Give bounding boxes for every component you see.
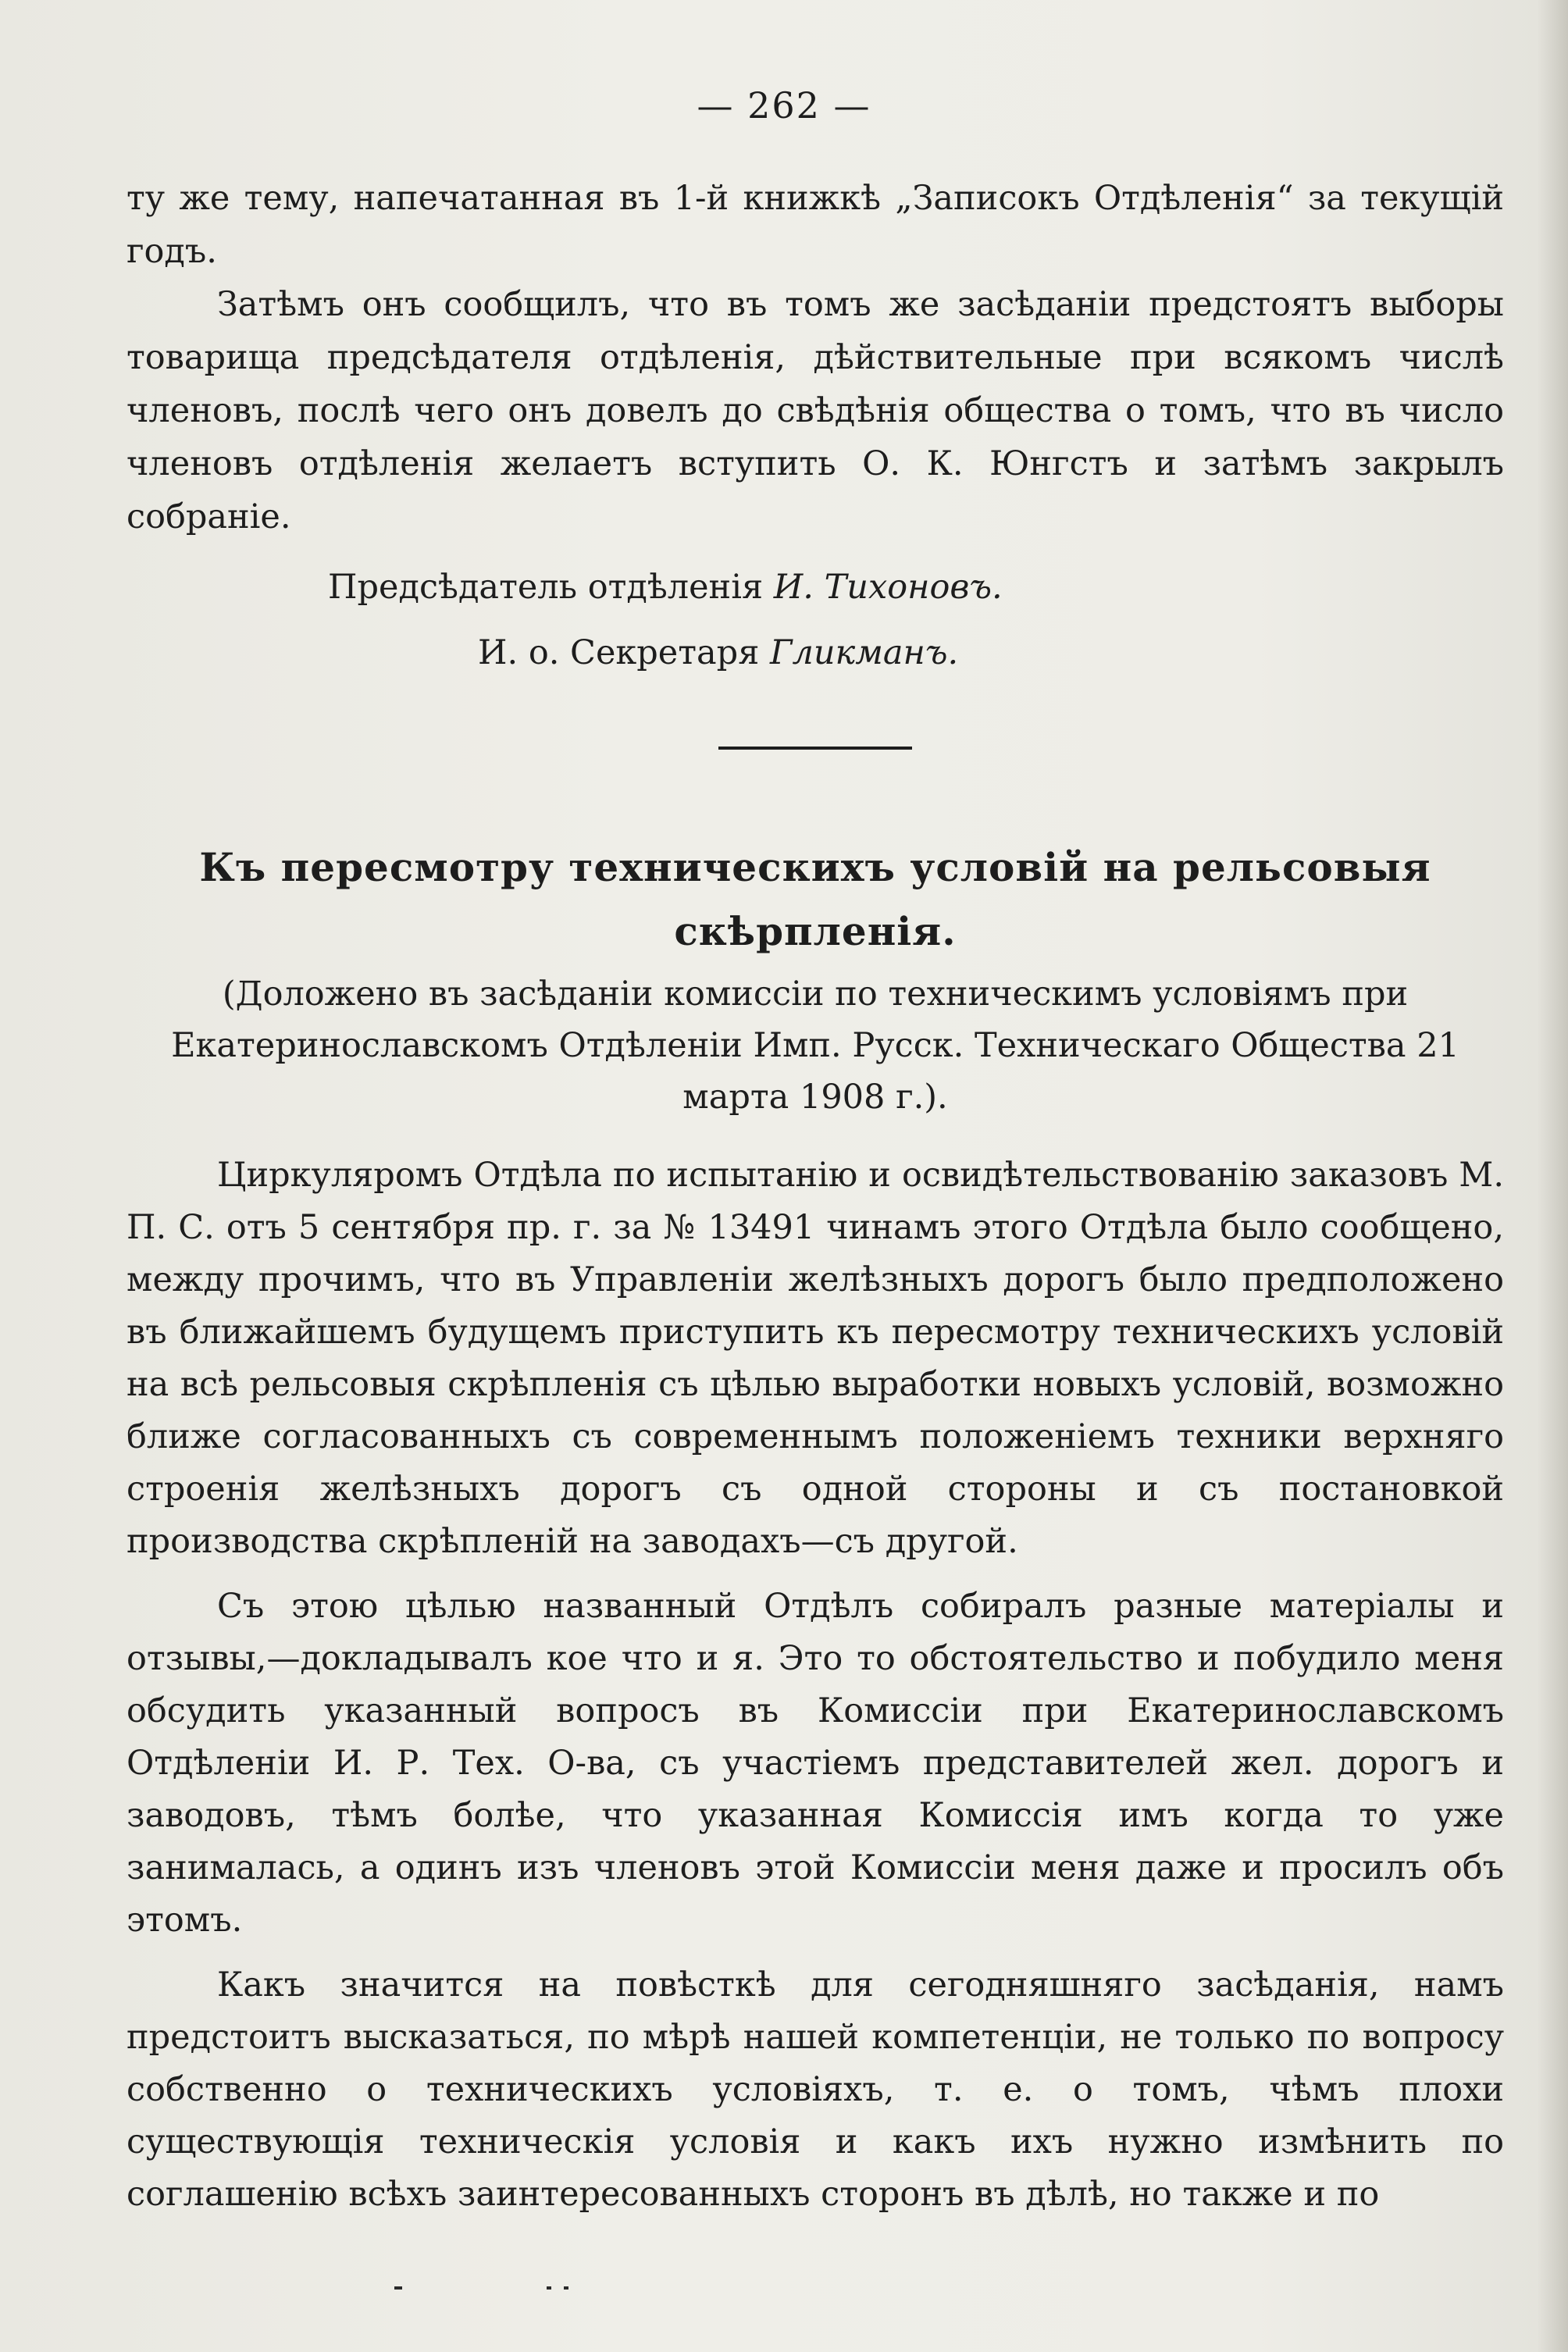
bottom-scan-marks — [0, 2265, 1568, 2311]
chair-signature — [127, 561, 1504, 614]
intro-paragraph-1: ту же тему, напечатанная въ 1-й книжкѣ „Записокъ Отдѣленія“ за текущій годъ. — [127, 179, 1504, 271]
scan-mark — [547, 2286, 551, 2290]
intro-paragraph-2: Затѣмъ онъ сообщилъ, что въ томъ же засѣданіи предстоятъ выборы товарища предсѣдателя отдѣленія, дѣйствительные при всякомъ числѣ членовъ, послѣ чего онъ довелъ до свѣдѣнія общества о томъ, что въ число членовъ отдѣленія желаетъ вступить О. К. Юнгстъ и затѣмъ закрылъ собраніе. — [127, 285, 1504, 536]
body-paragraph-1: Циркуляромъ Отдѣла по испытанію и освидѣтельствованію заказовъ М. П. С. отъ 5 сентября пр. г. за № 13491 чинамъ этого Отдѣла было сообщено, между прочимъ, что въ Управленіи желѣзныхъ дорогъ было предположено въ ближайшемъ будущемъ приступить къ пересмотру техническихъ условій на всѣ рельсовыя скрѣпленія съ цѣлью выработки новыхъ условій, возможно ближе согласованныхъ съ современнымъ положеніемъ техники верхняго строенія желѣзныхъ дорогъ съ одной стороны и съ постановкой производства скрѣпленій на заводахъ—съ другой. — [127, 1156, 1504, 1561]
page-content — [127, 172, 1504, 2221]
secretary-title: И. о. Секретаря — [478, 633, 760, 672]
chair-title: Предсѣдатель отдѣленія — [328, 568, 764, 607]
body-paragraph-3: Какъ значится на повѣсткѣ для сегодняшняго засѣданія, намъ предстоитъ высказаться, по мѣрѣ нашей компетенціи, не только по вопросу собственно о техническихъ условіяхъ, т. е. о томъ, чѣмъ плохи существующія техническія условія и какъ ихъ нужно измѣнить по соглашенію всѣхъ заинтересованныхъ сторонъ въ дѣлѣ, но также и по — [127, 1965, 1504, 2214]
article-body — [127, 1149, 1504, 2221]
article-title: Къ пересмотру техническихъ условій на рельсовыя скѣрпленія. — [199, 844, 1431, 954]
scan-mark — [394, 2286, 402, 2290]
chair-name: И. Тихоновъ. — [773, 568, 1003, 607]
body-paragraph-2: Съ этою цѣлью названный Отдѣлъ собиралъ разные матеріалы и отзывы,—докладывалъ кое что и я. Это то обстоятельство и побудило меня обсудить указанный вопросъ въ Комиссіи при Екатеринославскомъ Отдѣленіи И. Р. Тех. О-ва, съ участіемъ представителей жел. дорогъ и заводовъ, тѣмъ болѣе, что указанная Комиссія имъ когда то уже занималась, а одинъ изъ членовъ этой Комиссіи меня даже и просилъ объ этомъ. — [127, 1587, 1504, 1940]
scan-mark — [564, 2286, 568, 2290]
page-edge-shadow — [1537, 0, 1568, 2352]
secretary-name: Гликманъ. — [770, 633, 959, 672]
section-divider — [718, 747, 912, 750]
page-number: — 262 — — [697, 84, 871, 127]
secretary-signature — [127, 626, 1504, 679]
article-subtitle: (Доложено въ засѣданіи комиссіи по техническимъ условіямъ при Екатеринославскомъ Отдѣленіи Имп. Русск. Техническаго Общества 21 марта 1908 г.). — [171, 975, 1459, 1117]
